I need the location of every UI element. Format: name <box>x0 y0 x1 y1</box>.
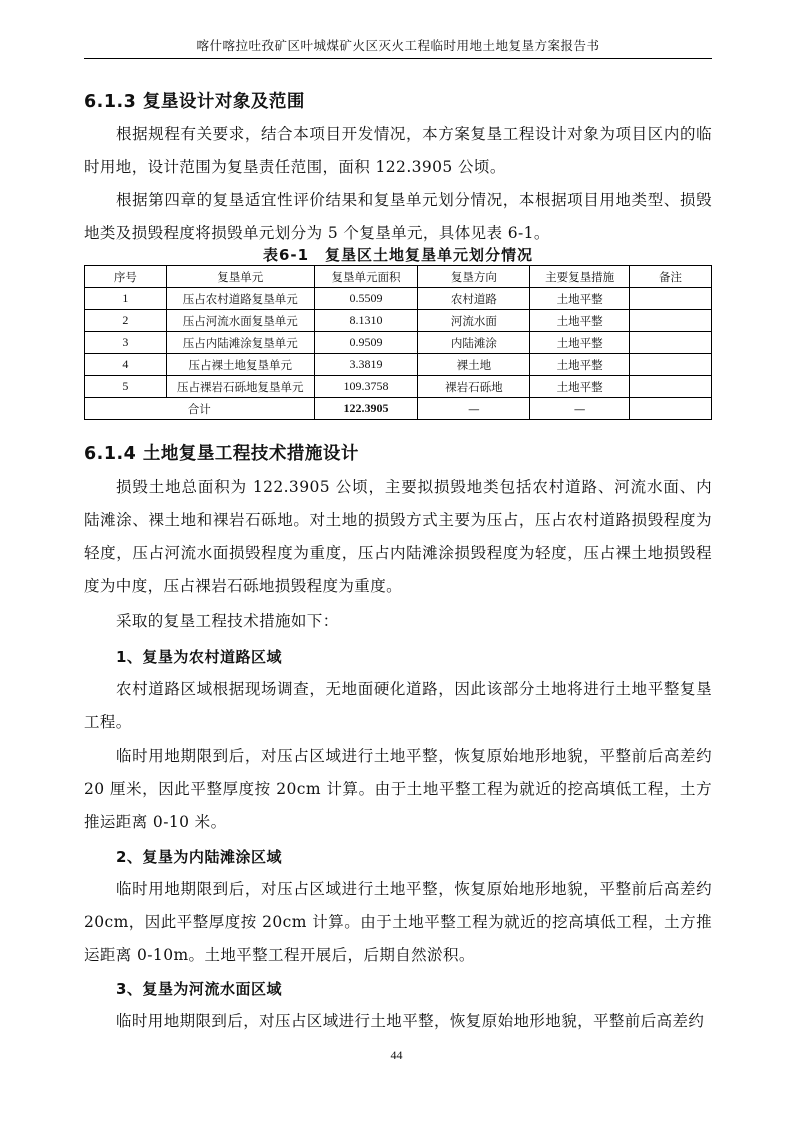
column-header: 序号 <box>85 266 167 288</box>
total-note <box>630 398 712 420</box>
paragraph: 采取的复垦工程技术措施如下： <box>116 612 339 630</box>
table-cell: 压占裸岩石砾地复垦单元 <box>166 376 314 398</box>
table-row <box>85 332 712 354</box>
table-cell: 农村道路 <box>418 288 530 310</box>
table-cell: 土地平整 <box>530 354 630 376</box>
paragraph: 农村道路区域根据现场调查，无地面硬化道路，因此该部分土地将进行土地平整复垦工程。 <box>84 680 712 731</box>
table-cell: 土地平整 <box>530 332 630 354</box>
table-cell: 3.3819 <box>314 354 418 376</box>
table-caption: 表6-1 复垦区土地复垦单元划分情况 <box>262 246 534 264</box>
total-direction: — <box>418 398 530 420</box>
table-cell <box>630 332 712 354</box>
table-cell: 5 <box>85 376 167 398</box>
table-cell: 3 <box>85 332 167 354</box>
table-cell: 1 <box>85 288 167 310</box>
column-header: 复垦方向 <box>418 266 530 288</box>
table-cell: 8.1310 <box>314 310 418 332</box>
table-cell <box>630 288 712 310</box>
section-heading-6-1-3: 6.1.3 复垦设计对象及范围 <box>84 92 305 112</box>
table-cell: 河流水面 <box>418 310 530 332</box>
table-cell: 内陆滩涂 <box>418 332 530 354</box>
subsection-heading: 3、复垦为河流水面区域 <box>116 980 282 998</box>
table-row <box>85 354 712 376</box>
table-cell: 0.9509 <box>314 332 418 354</box>
table-header-row <box>85 266 712 288</box>
table-cell: 土地平整 <box>530 376 630 398</box>
table-cell: 压占内陆滩涂复垦单元 <box>166 332 314 354</box>
table-cell <box>630 354 712 376</box>
page-number: 44 <box>390 1048 403 1062</box>
paragraph: 临时用地期限到后，对压占区域进行土地平整，恢复原始地形地貌，平整前后高差约 20cm，因此平整厚度按 20cm 计算。由于土地平整工程为就近的挖高填低工程，土方推运距离 0-10m。土地平整工程开展后，后期自然淤积。 <box>84 880 712 964</box>
subsection-heading: 2、复垦为内陆滩涂区域 <box>116 848 282 866</box>
column-header: 备注 <box>630 266 712 288</box>
paragraph: 临时用地期限到后，对压占区域进行土地平整，恢复原始地形地貌，平整前后高差约 20 厘米，因此平整厚度按 20cm 计算。由于土地平整工程为就近的挖高填低工程，土方推运距离 0-10 米。 <box>84 747 712 831</box>
table-cell: 裸岩石砾地 <box>418 376 530 398</box>
table-cell: 土地平整 <box>530 288 630 310</box>
table-cell: 压占农村道路复垦单元 <box>166 288 314 310</box>
table-cell: 0.5509 <box>314 288 418 310</box>
column-header: 复垦单元 <box>166 266 314 288</box>
paragraph: 根据第四章的复垦适宜性评价结果和复垦单元划分情况，本根据项目用地类型、损毁地类及损毁程度将损毁单元划分为 5 个复垦单元，具体见表 6-1。 <box>84 191 712 242</box>
paragraph: 损毁土地总面积为 122.3905 公顷，主要拟损毁地类包括农村道路、河流水面、内陆滩涂、裸土地和裸岩石砾地。对土地的损毁方式主要为压占，压占农村道路损毁程度为轻度，压占河流水面损毁程度为重度，压占内陆滩涂损毁程度为轻度，压占裸土地损毁程度为中度，压占裸岩石砾地损毁程度为重度。 <box>84 478 712 595</box>
subsection-heading: 1、复垦为农村道路区域 <box>116 648 282 666</box>
table-cell: 裸土地 <box>418 354 530 376</box>
page-header: 喀什喀拉吐孜矿区叶城煤矿火区灭火工程临时用地土地复垦方案报告书 <box>84 36 712 59</box>
table-cell: 4 <box>85 354 167 376</box>
table-cell: 2 <box>85 310 167 332</box>
column-header: 复垦单元面积 <box>314 266 418 288</box>
table-cell: 压占裸土地复垦单元 <box>166 354 314 376</box>
table-total-row <box>85 398 712 420</box>
table-row <box>85 376 712 398</box>
table-cell <box>630 376 712 398</box>
total-area: 122.3905 <box>314 398 418 420</box>
paragraph: 根据规程有关要求，结合本项目开发情况，本方案复垦工程设计对象为项目区内的临时用地，设计范围为复垦责任范围，面积 122.3905 公顷。 <box>84 125 712 176</box>
table-cell: 压占河流水面复垦单元 <box>166 310 314 332</box>
table-cell <box>630 310 712 332</box>
total-measure: — <box>530 398 630 420</box>
reclamation-unit-table <box>84 265 712 420</box>
column-header: 主要复垦措施 <box>530 266 630 288</box>
table-row <box>85 288 712 310</box>
table-cell: 109.3758 <box>314 376 418 398</box>
table-row <box>85 310 712 332</box>
section-heading-6-1-4: 6.1.4 土地复垦工程技术措施设计 <box>84 444 359 464</box>
total-label: 合计 <box>85 398 315 420</box>
table-cell: 土地平整 <box>530 310 630 332</box>
paragraph: 临时用地期限到后，对压占区域进行土地平整，恢复原始地形地貌，平整前后高差约 <box>116 1012 705 1030</box>
